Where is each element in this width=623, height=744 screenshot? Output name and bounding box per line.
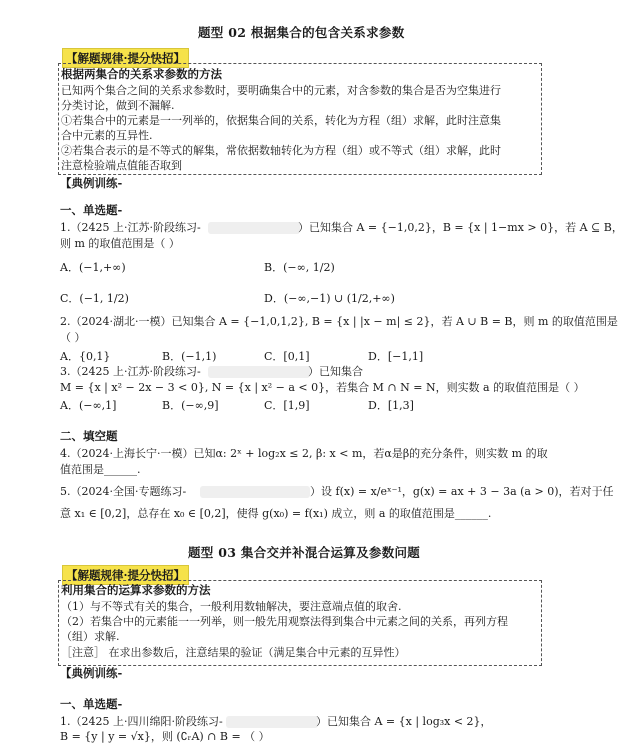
fill-blank-heading: 二、填空题 bbox=[60, 429, 118, 443]
redaction-smudge bbox=[200, 486, 310, 498]
method-line: 分类讨论，做到不漏解. bbox=[61, 99, 175, 112]
option-d: D．[−1,1] bbox=[368, 350, 424, 363]
section-title-1: 题型 02 根据集合的包含关系求参数 bbox=[198, 25, 405, 40]
question-3-source: 3.（2425 上·江苏·阶段练习- bbox=[60, 365, 201, 378]
method-line: 已知两个集合之间的关系求参数时，要明确集合中的元素，对含参数的集合是否为空集进行 bbox=[61, 84, 501, 97]
single-choice-heading-1: 一、单选题- bbox=[60, 203, 123, 217]
question-2-1-source: 1.（2425 上·四川绵阳·阶段练习- bbox=[60, 715, 223, 728]
question-4-stem: 4.（2024·上海长宁·一模）已知α: 2ˣ + log₂x ≤ 2, β: x < m，若α是β的充分条件，则实数 m 的取 bbox=[60, 447, 548, 460]
question-3-body: M = {x | x² − 2x − 3 < 0}, N = {x | x² − a < 0}，若集合 M ∩ N = N，则实数 a 的取值范围是（ ） bbox=[60, 381, 585, 394]
method-line: 注意检验端点值能否取到 bbox=[61, 159, 182, 172]
question-4-ask: 值范围是______. bbox=[60, 463, 141, 476]
option-c: C．[1,9] bbox=[264, 399, 310, 412]
question-5-source: 5.（2024·全国·专题练习- bbox=[60, 485, 187, 498]
method-line: （2）若集合中的元素能一一列举，则一般先用观察法得到集合中元素之间的关系，再列方程 bbox=[61, 615, 508, 628]
option-c: C．(−1, 1/2) bbox=[60, 292, 129, 305]
option-b: B．(−∞,9] bbox=[162, 399, 219, 412]
examples-label-2: 【典例训练- bbox=[60, 666, 123, 680]
question-5-stem: ）设 f(x) = x/eˣ⁻¹，g(x) = ax + 3 − 3a (a > 0)，若对于任 bbox=[310, 485, 614, 498]
method-line: ②若集合表示的是不等式的解集，常依据数轴转化为方程（组）或不等式（组）求解，此时 bbox=[61, 144, 501, 157]
method-box-title-1: 根据两集合的关系求参数的方法 bbox=[61, 67, 222, 81]
question-1-source: 1.（2425 上·江苏·阶段练习- bbox=[60, 221, 201, 234]
option-b: B．(−∞, 1/2) bbox=[264, 261, 335, 274]
method-line: （1）与不等式有关的集合，一般利用数轴解决，要注意端点值的取舍. bbox=[61, 600, 402, 613]
redaction-smudge bbox=[226, 716, 318, 728]
option-d: D．(−∞,−1) ∪ (1/2,+∞) bbox=[264, 292, 395, 305]
method-line: （组）求解. bbox=[61, 630, 120, 643]
question-1-ask: 则 m 的取值范围是（ ） bbox=[60, 237, 180, 250]
option-a: A．{0,1} bbox=[60, 350, 111, 363]
question-1-stem: ）已知集合 A = {−1,0,2}，B = {x | 1−mx > 0}，若 A ⊆ B， bbox=[298, 221, 623, 234]
question-2-1-ask: B = {y | y = √x}，则 (∁ᵣA) ∩ B = （ ） bbox=[60, 730, 270, 743]
option-d: D．[1,3] bbox=[368, 399, 414, 412]
question-3-stem: ）已知集合 bbox=[308, 365, 363, 378]
question-2-ask: （ ） bbox=[60, 331, 86, 344]
option-b: B．(−1,1) bbox=[162, 350, 217, 363]
redaction-smudge bbox=[208, 366, 310, 378]
question-2-1-stem: ）已知集合 A = {x | log₃x < 2}， bbox=[316, 715, 492, 728]
option-a: A．(−1,+∞) bbox=[60, 261, 126, 274]
method-box-title-2: 利用集合的运算求参数的方法 bbox=[61, 583, 211, 597]
question-2-stem: 2.（2024·湖北·一模）已知集合 A = {−1,0,1,2}, B = {x | |x − m| ≤ 2}，若 A ∪ B = B，则 m 的取值范围是 bbox=[60, 315, 618, 328]
method-line: ①若集合中的元素是一一列举的，依据集合间的关系，转化为方程（组）求解，此时注意集 bbox=[61, 114, 501, 127]
option-c: C．[0,1] bbox=[264, 350, 310, 363]
question-5-ask: 意 x₁ ∈ [0,2]，总存在 x₀ ∈ [0,2]，使得 g(x₀) = f(x₁) 成立，则 a 的取值范围是______. bbox=[60, 507, 492, 520]
option-a: A．(−∞,1] bbox=[60, 399, 117, 412]
section-title-2: 题型 03 集合交并补混合运算及参数问题 bbox=[188, 545, 421, 560]
redaction-smudge bbox=[208, 222, 300, 234]
single-choice-heading-2: 一、单选题- bbox=[60, 697, 123, 711]
examples-label-1: 【典例训练- bbox=[60, 176, 123, 190]
method-line: 合中元素的互异性. bbox=[61, 129, 153, 142]
method-line: ［注意］ 在求出参数后，注意结果的验证（满足集合中元素的互异性） bbox=[61, 646, 406, 659]
tips-tag-2: 【解题规律·提分快招】 bbox=[62, 565, 189, 585]
tips-tag-1: 【解题规律·提分快招】 bbox=[62, 48, 189, 68]
